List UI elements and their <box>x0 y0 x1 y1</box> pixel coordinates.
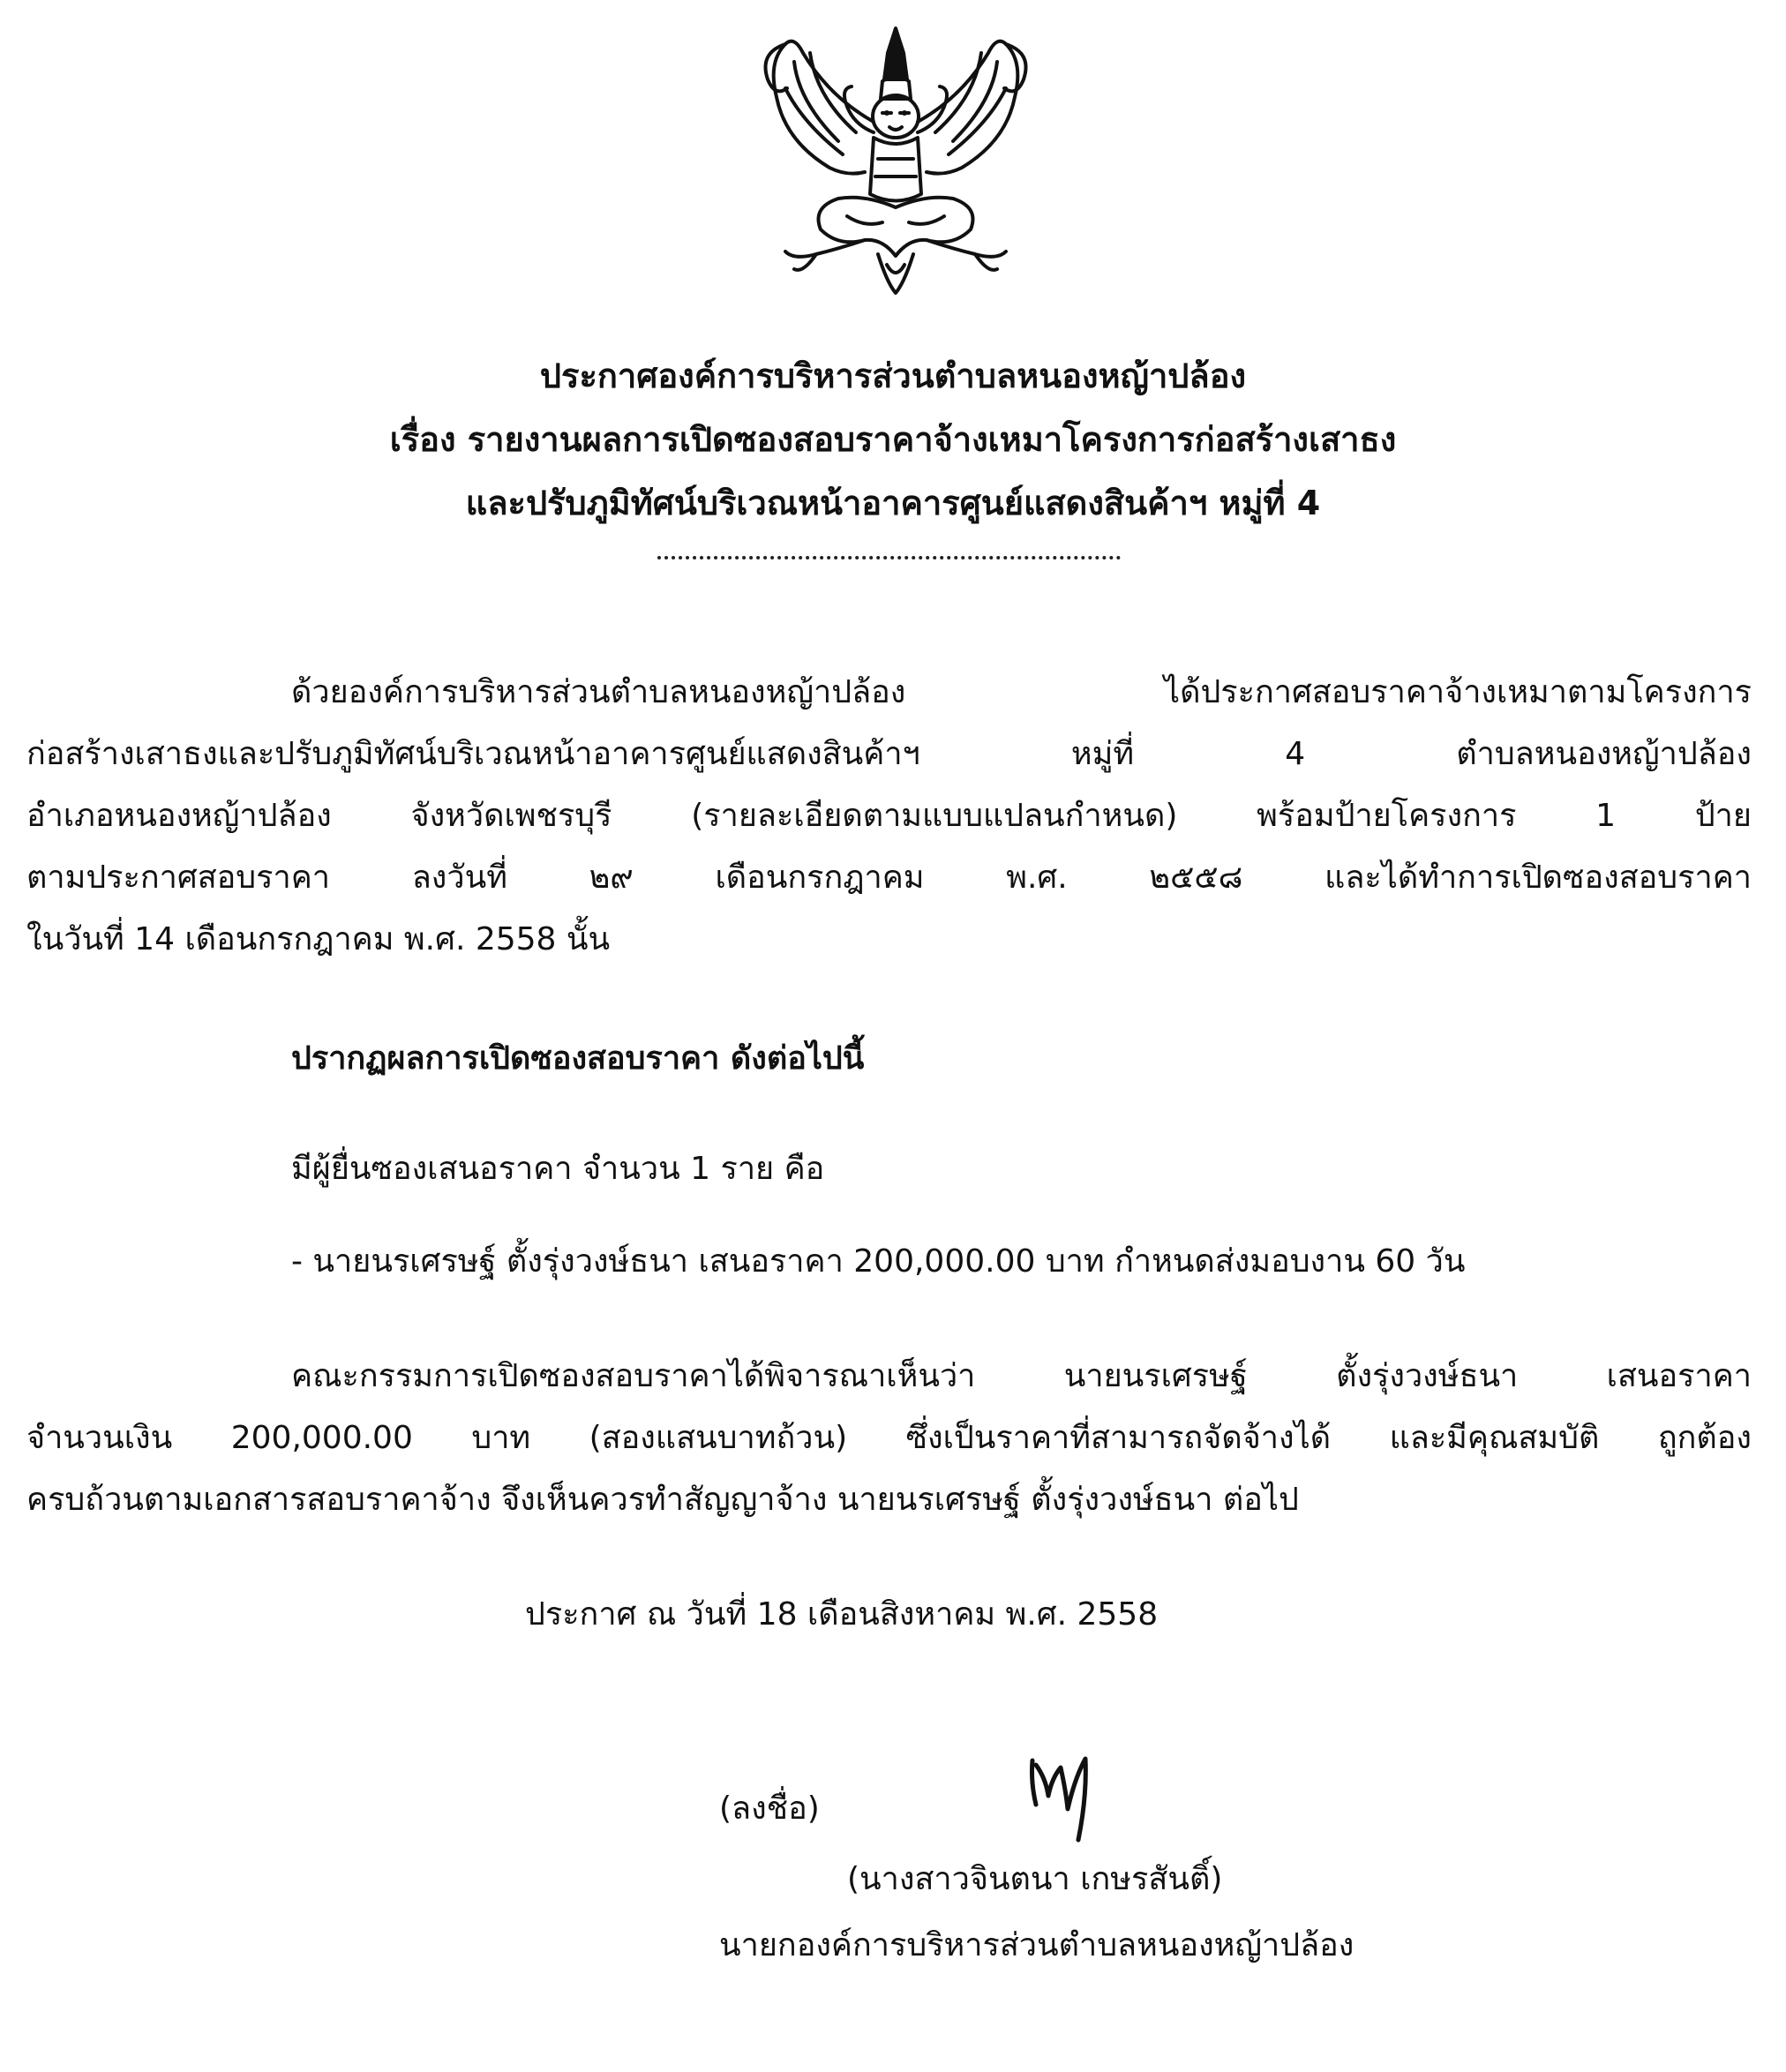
committee-paragraph <box>26 1346 1752 1531</box>
intro-paragraph <box>26 662 1752 971</box>
header-divider <box>657 556 1121 559</box>
header-subject: เรื่อง รายงานผลการเปิดซองสอบราคาจ้างเหมาโครงการก่อสร้างเสาธง <box>389 420 1397 459</box>
intro-line: ตามประกาศสอบราคา ลงวันที่ ๒๙ เดือนกรกฎาคม พ.ศ. ๒๕๕๘ และได้ทำการเปิดซองสอบราคา <box>26 860 1752 896</box>
intro-line: ด้วยองค์การบริหารส่วนตำบลหนองหญ้าปล้อง ได้ประกาศสอบราคาจ้างเหมาตามโครงการ <box>291 674 1752 710</box>
garuda-emblem-icon <box>732 18 1059 300</box>
header-subject-cont: และปรับภูมิทัศน์บริเวณหน้าอาคารศูนย์แสดงสินค้าฯ หมู่ที่ 4 <box>465 484 1321 522</box>
committee-line: ครบถ้วนตามเอกสารสอบราคาจ้าง จึงเห็นควรทำสัญญาจ้าง นายนรเศรษฐ์ ตั้งรุ่งวงษ์ธนา ต่อไป <box>26 1482 1299 1518</box>
committee-line: คณะกรรมการเปิดซองสอบราคาได้พิจารณาเห็นว่า นายนรเศรษฐ์ ตั้งรุ่งวงษ์ธนา เสนอราคา <box>291 1358 1752 1394</box>
header-title: ประกาศองค์การบริหารส่วนตำบลหนองหญ้าปล้อง <box>539 357 1247 395</box>
intro-line: ก่อสร้างเสาธงและปรับภูมิทัศน์บริเวณหน้าอาคารศูนย์แสดงสินค้าฯ หมู่ที่ 4 ตำบลหนองหญ้าปล้อง <box>26 736 1752 772</box>
sign-label: (ลงชื่อ) <box>719 1790 820 1827</box>
committee-line: จำนวนเงิน 200,000.00 บาท (สองแสนบาทถ้วน) ซึ่งเป็นราคาที่สามารถจัดจ้างได้ และมีคุณสมบัติ ถูกต้อง <box>26 1420 1752 1456</box>
bidder-entry: - นายนรเศรษฐ์ ตั้งรุ่งวงษ์ธนา เสนอราคา 200,000.00 บาท กำหนดส่งมอบงาน 60 วัน <box>291 1243 1466 1280</box>
handwritten-signature <box>1024 1743 1103 1849</box>
bidders-count: มีผู้ยื่นซองเสนอราคา จำนวน 1 ราย คือ <box>291 1151 825 1187</box>
results-heading: ปรากฏผลการเปิดซองสอบราคา ดังต่อไปนี้ <box>291 1040 865 1077</box>
intro-line: ในวันที่ 14 เดือนกรกฎาคม พ.ศ. 2558 นั้น <box>26 921 611 957</box>
announce-date: ประกาศ ณ วันที่ 18 เดือนสิงหาคม พ.ศ. 2558 <box>525 1596 1159 1633</box>
announcement-header <box>0 344 1786 535</box>
signer-position: นายกองค์การบริหารส่วนตำบลหนองหญ้าปล้อง <box>719 1927 1355 1963</box>
signer-name: (นางสาวจินตนา เกษรสันติ์) <box>847 1861 1223 1897</box>
intro-line: อำเภอหนองหญ้าปล้อง จังหวัดเพชรบุรี (รายละเอียดตามแบบแปลนกำหนด) พร้อมป้ายโครงการ 1 ป้าย <box>26 798 1752 834</box>
